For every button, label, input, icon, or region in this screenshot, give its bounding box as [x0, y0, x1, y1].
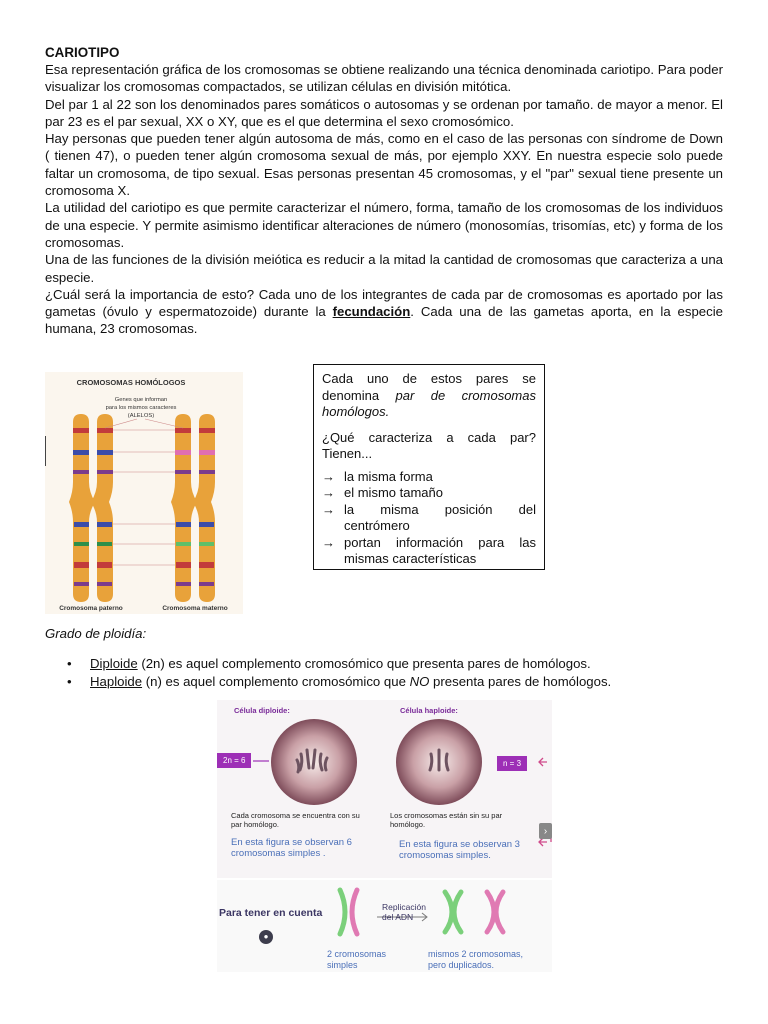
para-tener-en-cuenta: Para tener en cuenta — [219, 907, 323, 919]
paragraph-6-start: ¿Cuál será la importancia de esto? Cada uno de los integrantes de cada par de cromosomas es aportado por las gametas (óvulo y espermatozoide) durante la — [45, 286, 723, 320]
replication-label: Replicación del ADN — [382, 902, 426, 922]
homologous-definition-box — [313, 364, 545, 570]
paragraph-5: Una de las funciones de la división meiótica es reducir a la mitad la cantidad de cromosomas que caracteriza a una especie. — [45, 252, 723, 285]
box-intro — [322, 371, 536, 421]
paragraph-6-end: . Cada una de las gametas aporta, en la especie humana, 23 cromosomas. — [45, 304, 724, 337]
genes-note-3: (ALELOS) — [127, 413, 155, 419]
paternal-label: Cromosoma paterno — [59, 605, 123, 612]
arrow-icon: → — [322, 534, 335, 550]
box-intro-start: Cada uno de estos pares se denomina — [322, 371, 536, 403]
box-list-item: → el mismo tamaño — [322, 485, 443, 500]
bottom-left-caption: 2 cromosomas simples — [327, 949, 387, 970]
box-intro-term: par de cromosomas homólogos. — [322, 387, 536, 419]
diploid-note: En esta figura se observan 6 cromosomas simples . — [231, 837, 352, 859]
homologous-chromosomes-diagram — [45, 372, 243, 614]
allele-connectors — [105, 419, 183, 565]
haploide-term: Haploide — [90, 673, 143, 689]
margin-mark — [45, 436, 46, 466]
eye-icon[interactable]: ● — [259, 930, 273, 944]
homologous-chromosomes-figure — [45, 372, 243, 614]
ploidy-bullets — [90, 655, 611, 690]
maternal-chromosome — [171, 414, 215, 602]
box-list — [322, 469, 536, 568]
document-body — [45, 44, 723, 338]
haploid-tag: n = 3 — [497, 756, 527, 771]
arrow-icon: → — [322, 485, 335, 500]
bullet-haploide: • Haploide (n) es aquel complemento cromosómico que NO presenta pares de homólogos. — [90, 673, 611, 691]
fecundacion-term: fecundación — [332, 304, 411, 320]
box-question: ¿Qué caracteriza a cada par? Tienen... — [322, 429, 536, 461]
genes-note-1: Genes que informan — [114, 397, 168, 403]
diploide-term: Diploide — [90, 656, 138, 671]
paternal-chromosome — [69, 414, 113, 602]
box-list-item: → portan información para las mismas características — [322, 534, 536, 566]
next-button[interactable]: › — [543, 826, 548, 837]
figure-title: CROMOSOMAS HOMÓLOGOS — [76, 378, 186, 387]
box-list-item: → la misma posición del centrómero — [322, 501, 536, 533]
paragraph-6 — [45, 286, 723, 338]
haploid-note: En esta figura se observan 3 cromosomas simples. — [399, 839, 520, 861]
paragraph-3: Hay personas que pueden tener algún autosoma de más, como en el caso de las personas con síndrome de Down ( tienen 47), o pueden tener algún cromosoma sexual de más, por ejemplo XXY. En nuestra especie solo puede faltar un cromosoma, de tipo sexual. Esas personas presentan 45 cromosomas, y el "par" sexual tiene presente un cromosoma X. — [45, 131, 723, 199]
genes-note-2: para los mismos caracteres — [105, 405, 177, 411]
arrow-icon: → — [322, 501, 335, 517]
maternal-label: Cromosoma materno — [162, 605, 228, 612]
bottom-right-caption: mismos 2 cromosomas, pero duplicados. — [428, 949, 524, 970]
paragraph-1: Esa representación gráfica de los cromosomas se obtiene realizando una técnica denominada cariotipo. Para poder visualizar los cromosomas compactados, se utilizan células en división mitótica. — [45, 62, 723, 95]
diploid-caption: Cada cromosoma se encuentra con su par homólogo. — [231, 811, 360, 829]
ploidy-heading: Grado de ploidía: — [45, 626, 147, 641]
diploid-tag: 2n = 6 — [217, 753, 251, 768]
para-tener-en-cuenta-panel — [217, 880, 552, 972]
haploid-label: Célula haploide: — [400, 706, 458, 715]
ploidy-figure — [217, 700, 552, 972]
diploid-label: Célula diploide: — [234, 706, 290, 715]
page-title: CARIOTIPO — [45, 45, 120, 60]
cells-panel — [217, 700, 552, 878]
arrow-icon: → — [322, 468, 335, 484]
homologous-section — [45, 372, 725, 617]
paragraph-2: Del par 1 al 22 son los denominados pares somáticos o autosomas y se ordenan por tamaño. de mayor a menor. El par 23 es el par sexual, XX o XY, que es el que determina el sexo cromosómico. — [45, 96, 723, 129]
bullet-diploide: • Diploide (2n) es aquel complemento cromosómico que presenta pares de homólogos. — [90, 655, 611, 673]
haploid-caption: Los cromosomas están sin su par homólogo. — [390, 811, 503, 829]
box-list-item: → la misma forma — [322, 468, 433, 484]
paragraph-4: La utilidad del cariotipo es que permite caracterizar el número, forma, tamaño de los cromosomas de los individuos de una especie. Y permite asimismo identificar alteraciones de número (monosomías, trisomías, etc) y forma de los cromosomas. — [45, 200, 723, 250]
